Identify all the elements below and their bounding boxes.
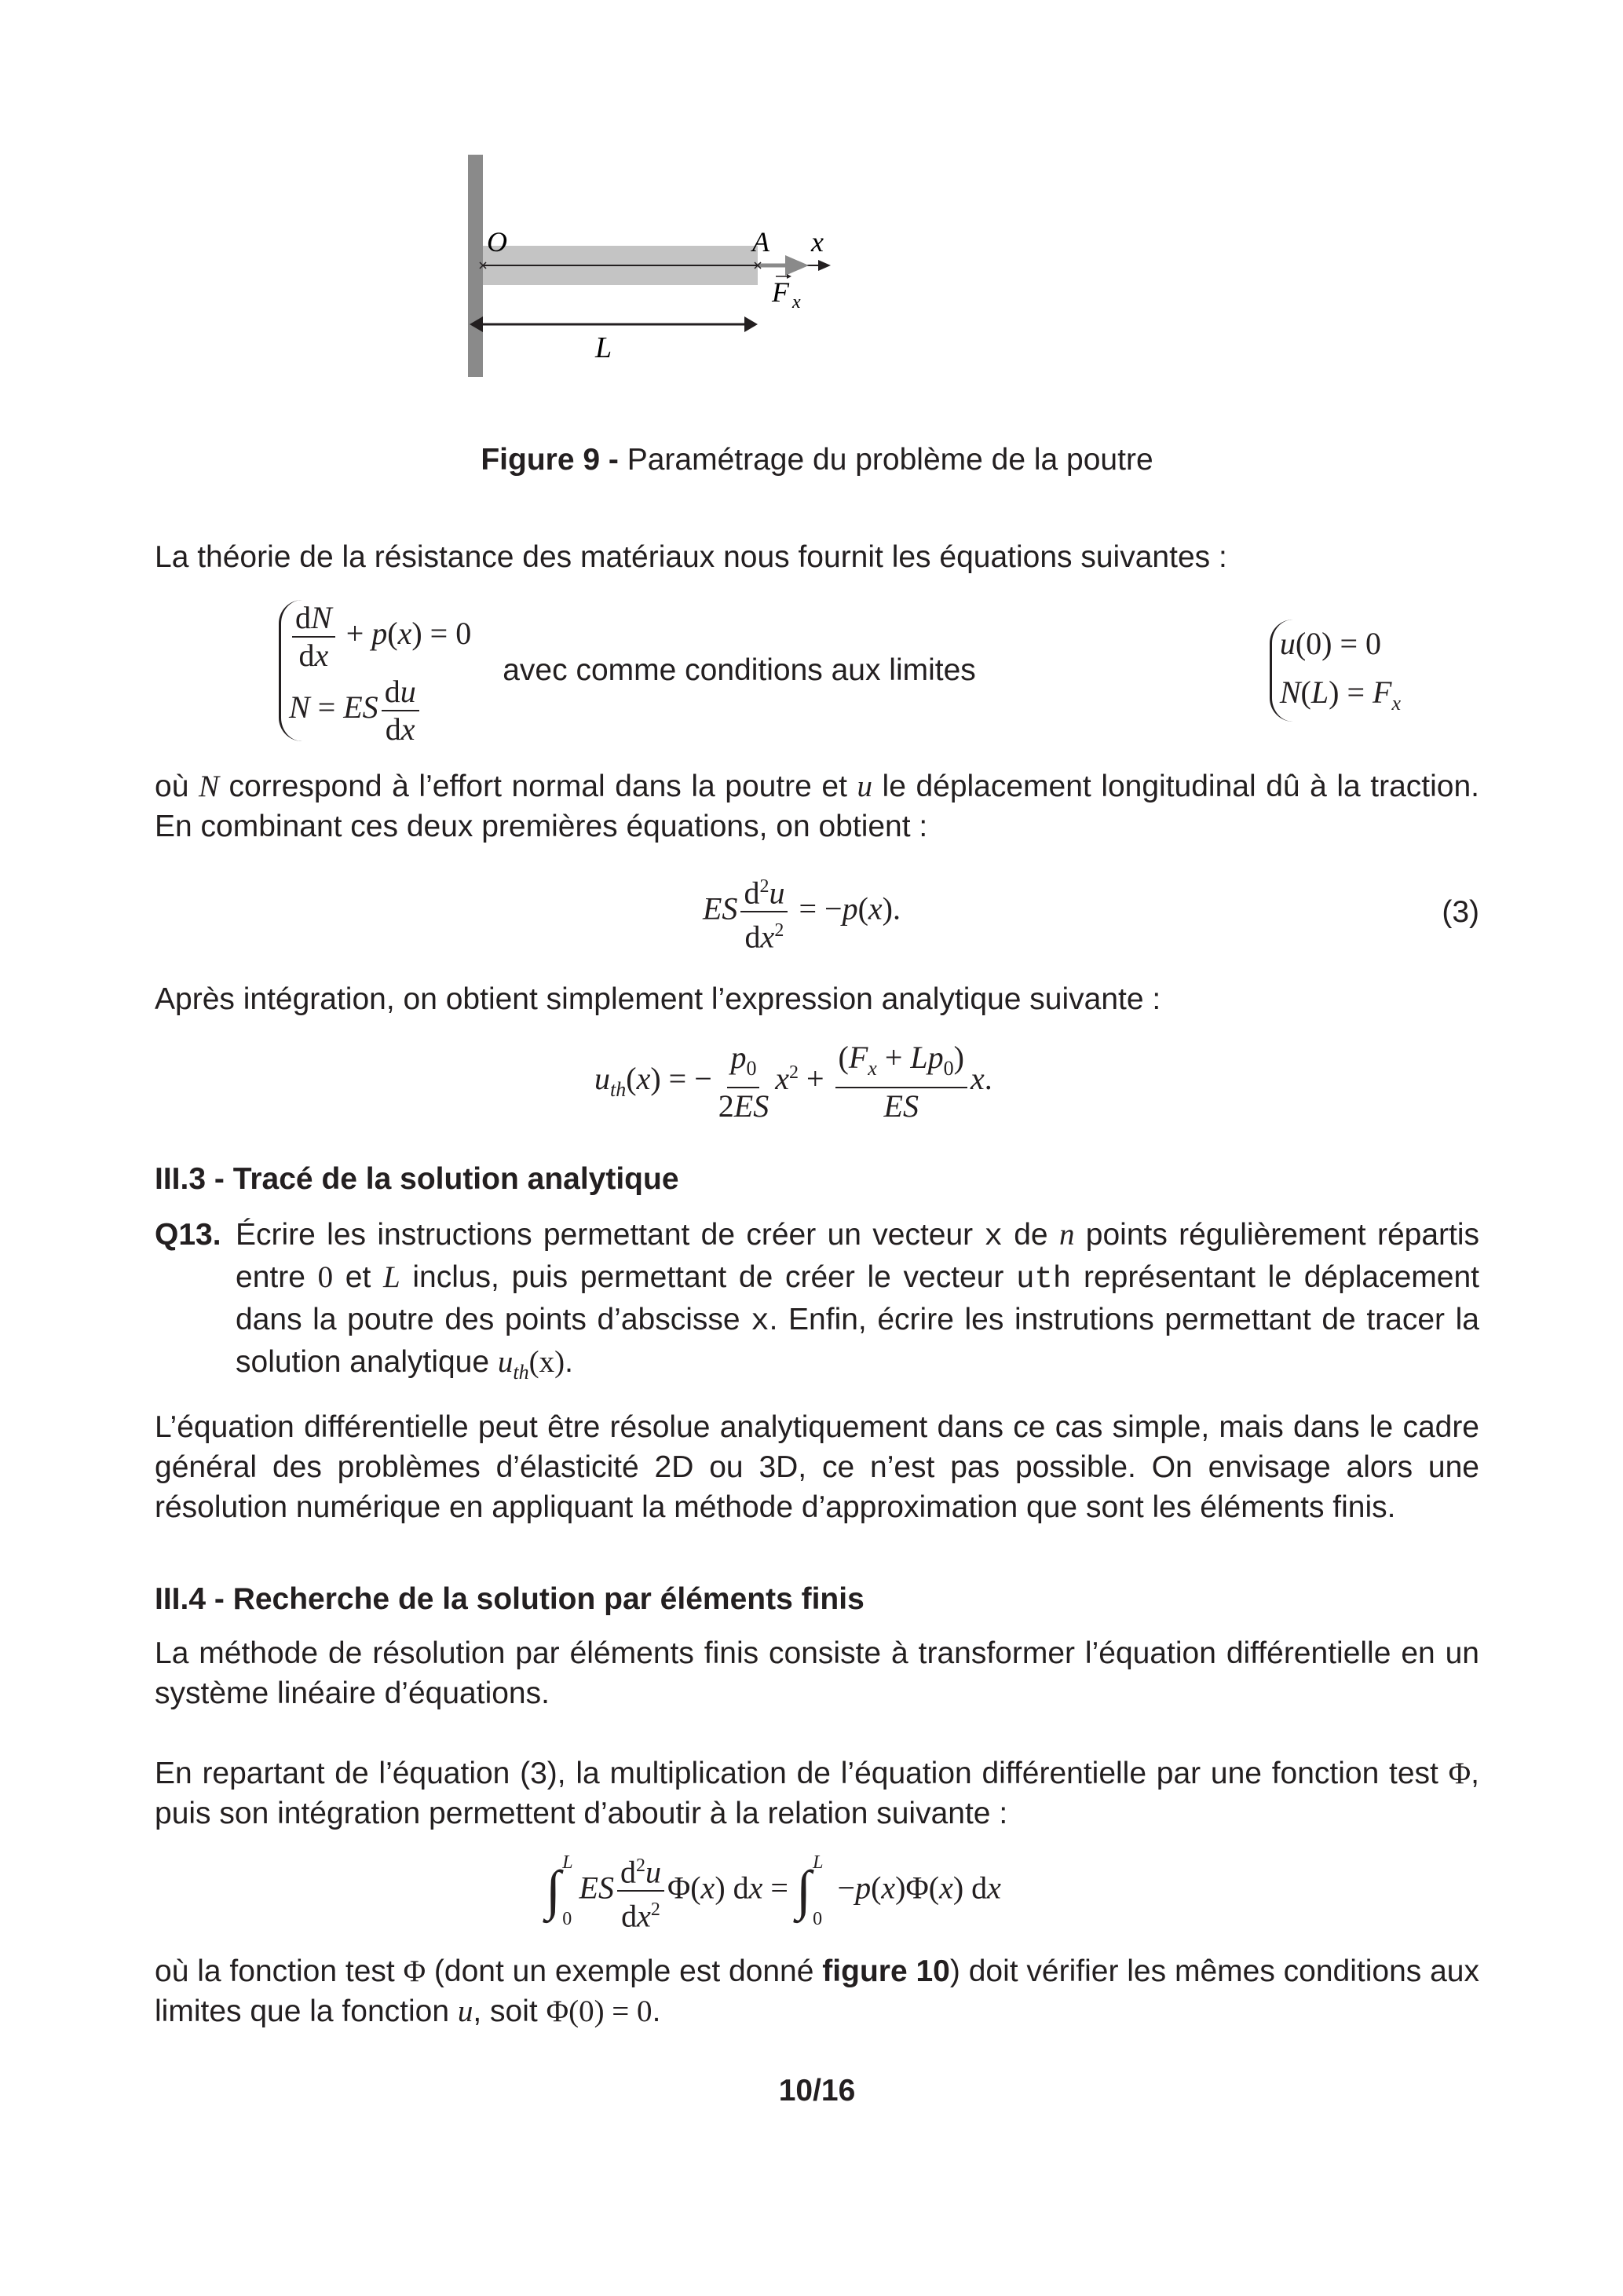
symbol-u: u <box>857 770 872 803</box>
t: où la fonction test <box>155 1954 404 1989</box>
boundary-conditions: u(0) = 0 $N(L) = F_x$ <box>1270 620 1401 722</box>
page-body <box>155 440 1479 2111</box>
equation-row <box>155 598 1479 747</box>
label-origin: O <box>487 226 507 258</box>
t: . <box>652 1994 661 2029</box>
section-heading-3-4: III.4 - Recherche de la solution par éléments finis <box>155 1581 865 1616</box>
t: le déplacement longitudinal dû à la traction. En combinant ces deux premières équations, on obtient : <box>155 770 1480 843</box>
question-q13 <box>155 1215 1479 1382</box>
boundary-conditions-text: avec comme conditions aux limites <box>503 653 976 687</box>
t: Écrire les instructions permettant de créer un vecteur <box>236 1217 985 1252</box>
symbol-0: 0 <box>317 1260 334 1294</box>
sub: th <box>513 1360 529 1384</box>
page-number: 10/16 <box>778 2074 856 2108</box>
t: correspond à l’effort normal dans la poutre et <box>218 770 857 803</box>
t: où <box>155 770 199 803</box>
x-axis-arrowhead <box>818 260 831 271</box>
symbol-phi: Φ <box>403 1954 426 1989</box>
label-force: F <box>772 276 789 308</box>
t: inclus, puis permettant de créer le vecteur <box>400 1260 1017 1294</box>
equation-weak-form: ∫ L 0 ES $\frac{d^2u}{dx^2}$ Φ(x) dx = ∫ L 0 −p(x)Φ(x) dx <box>546 1848 1479 1935</box>
figure-reference: figure 10 <box>822 1954 950 1989</box>
caption-label: Figure 9 - <box>481 443 619 477</box>
paragraph-intro: La théorie de la résistance des matériaux nous fournit les équations suivantes : <box>155 540 1227 574</box>
t: , soit <box>473 1994 546 2029</box>
paragraph-numerical: L’équation différentielle peut être résolue analytiquement dans ce cas simple, mais dans le cadre général des problèmes d’élasticité 2D ou 3D, ce n’est pas possible. On envisage alors une résolution numérique en appliquant la méthode d’approximation que sont les éléments finis. <box>155 1409 1479 1524</box>
question-label: Q13. <box>155 1217 221 1252</box>
caption-text: Paramétrage du problème de la poutre <box>618 443 1153 477</box>
paragraph-definitions <box>155 766 1479 846</box>
symbol-L: L <box>382 1260 400 1294</box>
figure-caption <box>155 440 1479 480</box>
equation-number: (3) <box>1442 894 1479 929</box>
t: . Enfin, écrire les instrutions permettant de tracer la solution analytique <box>236 1302 1479 1379</box>
paragraph-fem: La méthode de résolution par éléments finis consiste à transformer l’équation différentielle en un système linéaire d’équations. <box>155 1636 1479 1710</box>
label-length: L <box>595 331 612 364</box>
code-uth: uth <box>1016 1261 1072 1296</box>
label-axis: x <box>811 226 824 258</box>
t: . <box>565 1344 573 1379</box>
symbol-u: u <box>457 1994 473 2029</box>
equation-3: ES $\frac{d^2u}{dx^2}$ = −p(x). <box>703 868 901 956</box>
label-end: A <box>752 226 769 258</box>
equation-uth: $u_{th}(x)$ = − $\frac{p_0}{2ES}$ $x^2$ + $\frac{(F_x + Lp_0)}{ES}$ x. <box>594 1039 992 1124</box>
t: ) doit vérifier les mêmes conditions aux limites que la fonction <box>155 1954 1479 2029</box>
t: En repartant de l’équation (3), la multiplication de l’équation différentielle par une fonction test <box>155 1756 1449 1790</box>
symbol-N: N <box>198 770 219 803</box>
beam-figure <box>440 141 1162 393</box>
condition: Φ(0) = 0 <box>546 1994 652 2029</box>
t: et <box>333 1260 383 1294</box>
t: (dont un exemple est donné <box>426 1954 823 1989</box>
paragraph-conditions <box>155 1951 1479 2031</box>
code-x: x <box>751 1303 769 1339</box>
force-arrowhead <box>785 255 809 276</box>
code-x: x <box>984 1219 1003 1254</box>
paragraph-test-function <box>155 1753 1479 1834</box>
t: (x) <box>528 1344 565 1379</box>
paragraph-integration: Après intégration, on obtient simplement l’expression analytique suivante : <box>155 982 1161 1016</box>
symbol-phi: Φ <box>1448 1756 1471 1790</box>
symbol-n: n <box>1058 1217 1075 1252</box>
symbol-u: u <box>497 1344 514 1379</box>
label-force-sub: x <box>792 292 801 313</box>
equation-system: $\frac{dN}{dx}$ + p(x) = 0 N = ES $\frac{du}{dx}$ <box>279 600 471 741</box>
section-heading-3-3: III.3 - Tracé de la solution analytique <box>155 1161 679 1196</box>
equation-3-row <box>155 868 1479 956</box>
t: , puis son intégration permettent d’aboutir à la relation suivante : <box>155 1756 1479 1830</box>
wall <box>468 155 483 377</box>
t: représentant le déplacement dans la poutre des points d’abscisse <box>236 1260 1480 1336</box>
t: points régulièrement répartis entre <box>236 1217 1480 1294</box>
t: de <box>1002 1217 1059 1252</box>
